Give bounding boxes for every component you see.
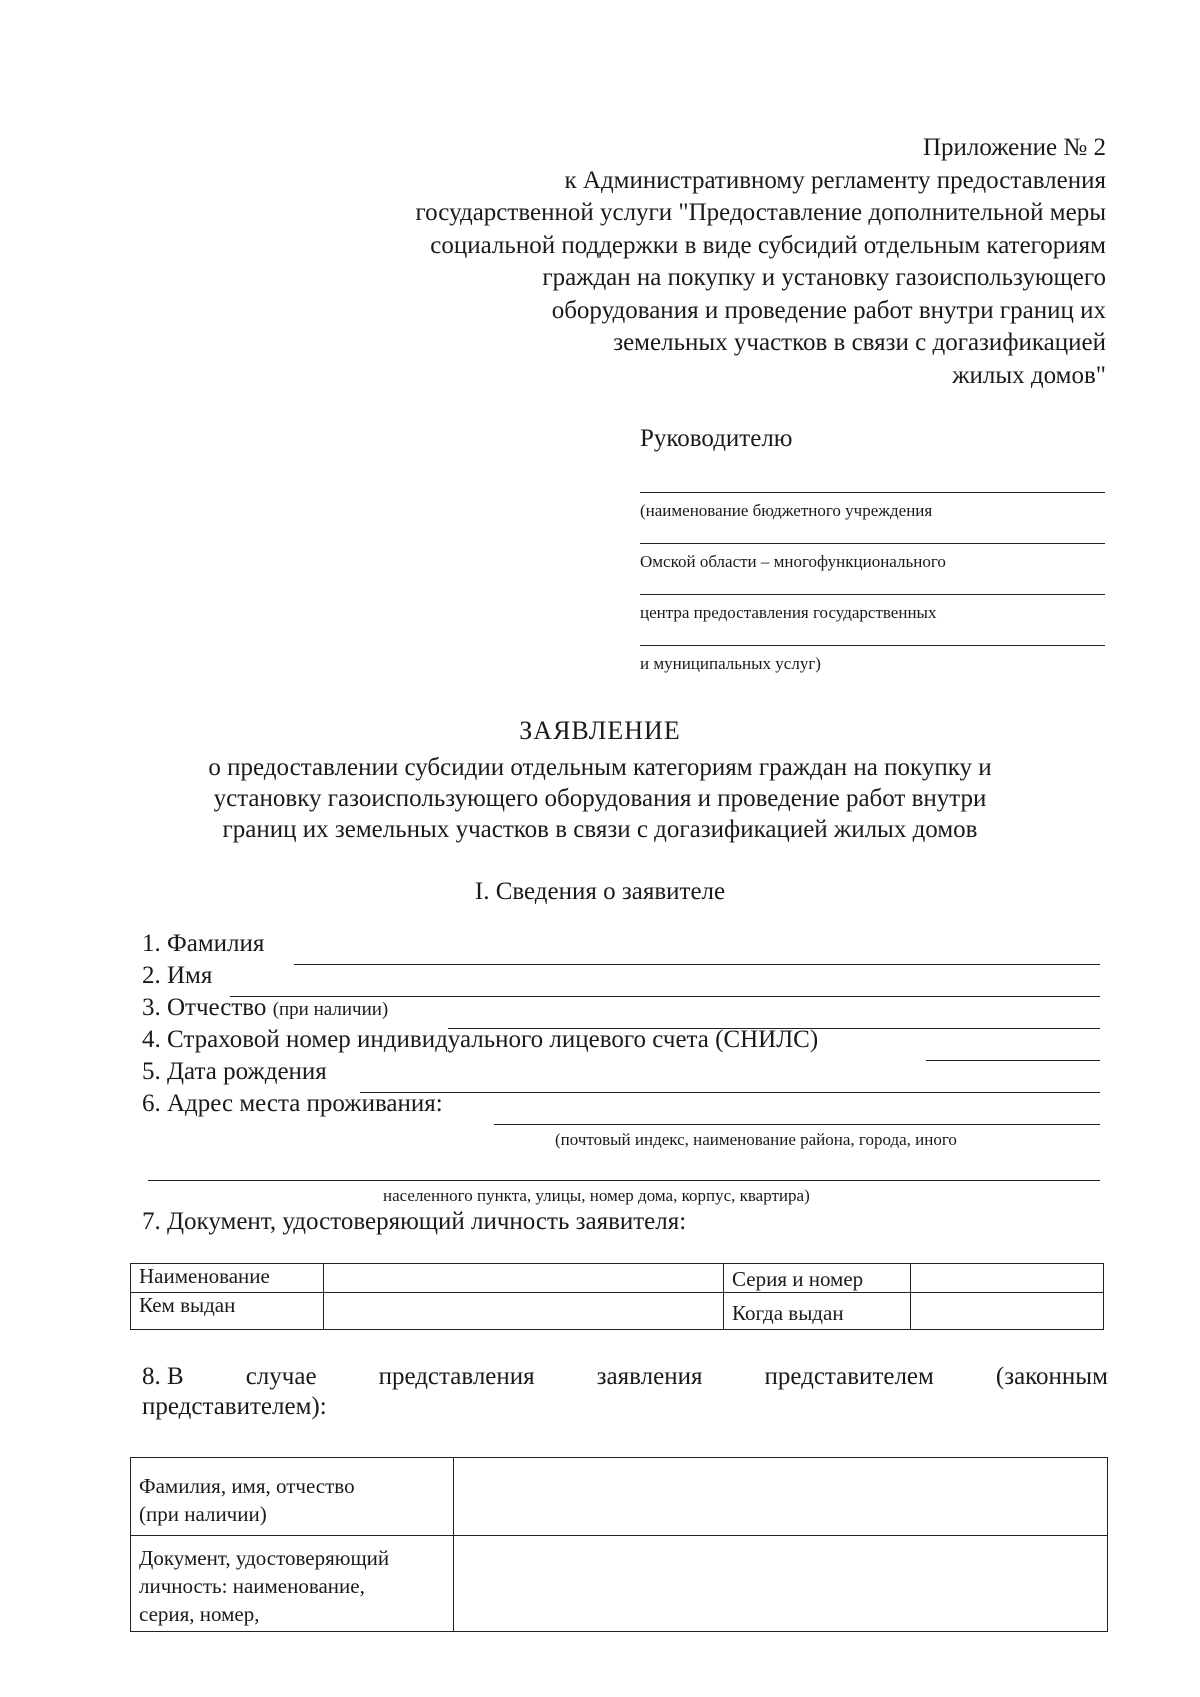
appendix-line: граждан на покупку и установку газоиспользующего bbox=[542, 264, 1106, 291]
table-row bbox=[131, 1536, 1108, 1632]
document-name-label: Наименование bbox=[131, 1264, 324, 1293]
appendix-line: к Административному регламенту предоставления bbox=[564, 166, 1106, 194]
appendix-header bbox=[286, 132, 1106, 392]
representative-paragraph bbox=[142, 1362, 1108, 1422]
para8-word: представителем bbox=[764, 1363, 934, 1390]
representative-doc-line: серия, номер, bbox=[139, 1602, 260, 1626]
para8-word: (законным bbox=[995, 1363, 1108, 1390]
appendix-line: земельных участков в связи с догазификацией bbox=[613, 329, 1106, 356]
representative-doc-label bbox=[131, 1536, 454, 1632]
recipient-caption: центра предоставления государственных bbox=[640, 603, 937, 622]
document-date-label: Когда выдан bbox=[724, 1293, 911, 1330]
birthdate-input-line[interactable] bbox=[360, 1092, 1100, 1093]
patronymic-note: (при наличии) bbox=[272, 999, 389, 1020]
representative-name-label bbox=[131, 1458, 454, 1536]
representative-paragraph-line-1 bbox=[142, 1362, 1108, 1392]
surname-label: 1. Фамилия bbox=[142, 930, 265, 957]
name-label: 2. Имя bbox=[142, 962, 213, 989]
appendix-line: жилых домов" bbox=[952, 361, 1106, 389]
document-date-cell[interactable] bbox=[911, 1293, 1104, 1330]
table-row bbox=[131, 1458, 1108, 1536]
surname-input-line[interactable] bbox=[294, 964, 1100, 965]
subtitle-line: границ их земельных участков в связи с догазификацией жилых домов bbox=[222, 816, 978, 843]
recipient-caption: (наименование бюджетного учреждения bbox=[640, 501, 933, 520]
representative-table bbox=[130, 1457, 1108, 1632]
snils-label: 4. Страховой номер индивидуального лицевого счета (СНИЛС) bbox=[142, 1026, 819, 1053]
subtitle-line: установку газоиспользующего оборудования и проведение работ внутри bbox=[213, 785, 987, 812]
address-caption: (почтовый индекс, наименование района, города, иного bbox=[555, 1130, 957, 1149]
document-series-label: Серия и номер bbox=[724, 1264, 911, 1293]
document-issuer-cell[interactable] bbox=[324, 1293, 724, 1330]
section-1-title: I. Сведения о заявителе bbox=[474, 878, 726, 905]
patronymic-label: 3. Отчество bbox=[142, 994, 267, 1021]
representative-doc-line: Документ, удостоверяющий bbox=[139, 1546, 390, 1570]
para8-word: представления bbox=[378, 1363, 535, 1390]
representative-doc-line: личность: наименование, bbox=[139, 1574, 365, 1598]
statement-title: ЗАЯВЛЕНИЕ bbox=[519, 716, 681, 745]
appendix-line: социальной поддержки в виде субсидий отдельным категориям bbox=[430, 231, 1106, 259]
representative-name-line: Фамилия, имя, отчество bbox=[139, 1474, 355, 1498]
document-table bbox=[130, 1263, 1104, 1330]
snils-input-line[interactable] bbox=[926, 1060, 1100, 1061]
address-label: 6. Адрес места проживания: bbox=[142, 1090, 443, 1117]
representative-paragraph-line-2: представителем): bbox=[142, 1393, 327, 1420]
address-caption-2: населенного пункта, улицы, номер дома, корпус, квартира) bbox=[383, 1186, 810, 1205]
para8-word: случае bbox=[245, 1363, 317, 1390]
recipient-block bbox=[640, 492, 1105, 696]
address-input-line[interactable] bbox=[494, 1124, 1100, 1125]
document-name-cell[interactable] bbox=[324, 1264, 724, 1293]
appendix-line: оборудования и проведение работ внутри границ их bbox=[551, 296, 1106, 324]
address-input-line-2[interactable] bbox=[148, 1180, 1100, 1181]
table-row bbox=[131, 1264, 1104, 1293]
document-issuer-label: Кем выдан bbox=[131, 1293, 324, 1330]
appendix-line: Приложение № 2 bbox=[922, 134, 1106, 161]
para8-word: 8. В bbox=[142, 1363, 184, 1390]
representative-doc-cell[interactable] bbox=[454, 1536, 1108, 1632]
recipient-caption: и муниципальных услуг) bbox=[640, 654, 821, 673]
addressee-title: Руководителю bbox=[640, 425, 793, 452]
patronymic-label-row bbox=[142, 994, 388, 1022]
document-heading: 7. Документ, удостоверяющий личность заявителя: bbox=[142, 1208, 687, 1235]
appendix-line: государственной услуги "Предоставление дополнительной меры bbox=[415, 199, 1106, 226]
birthdate-label: 5. Дата рождения bbox=[142, 1058, 327, 1085]
subtitle-line: о предоставлении субсидии отдельным категориям граждан на покупку и bbox=[208, 754, 992, 781]
table-row bbox=[131, 1293, 1104, 1330]
document-series-cell[interactable] bbox=[911, 1264, 1104, 1293]
statement-subtitle bbox=[100, 752, 1100, 845]
recipient-caption: Омской области – многофункционального bbox=[640, 552, 946, 571]
para8-word: заявления bbox=[596, 1363, 703, 1390]
representative-name-cell[interactable] bbox=[454, 1458, 1108, 1536]
representative-name-line: (при наличии) bbox=[139, 1502, 267, 1526]
